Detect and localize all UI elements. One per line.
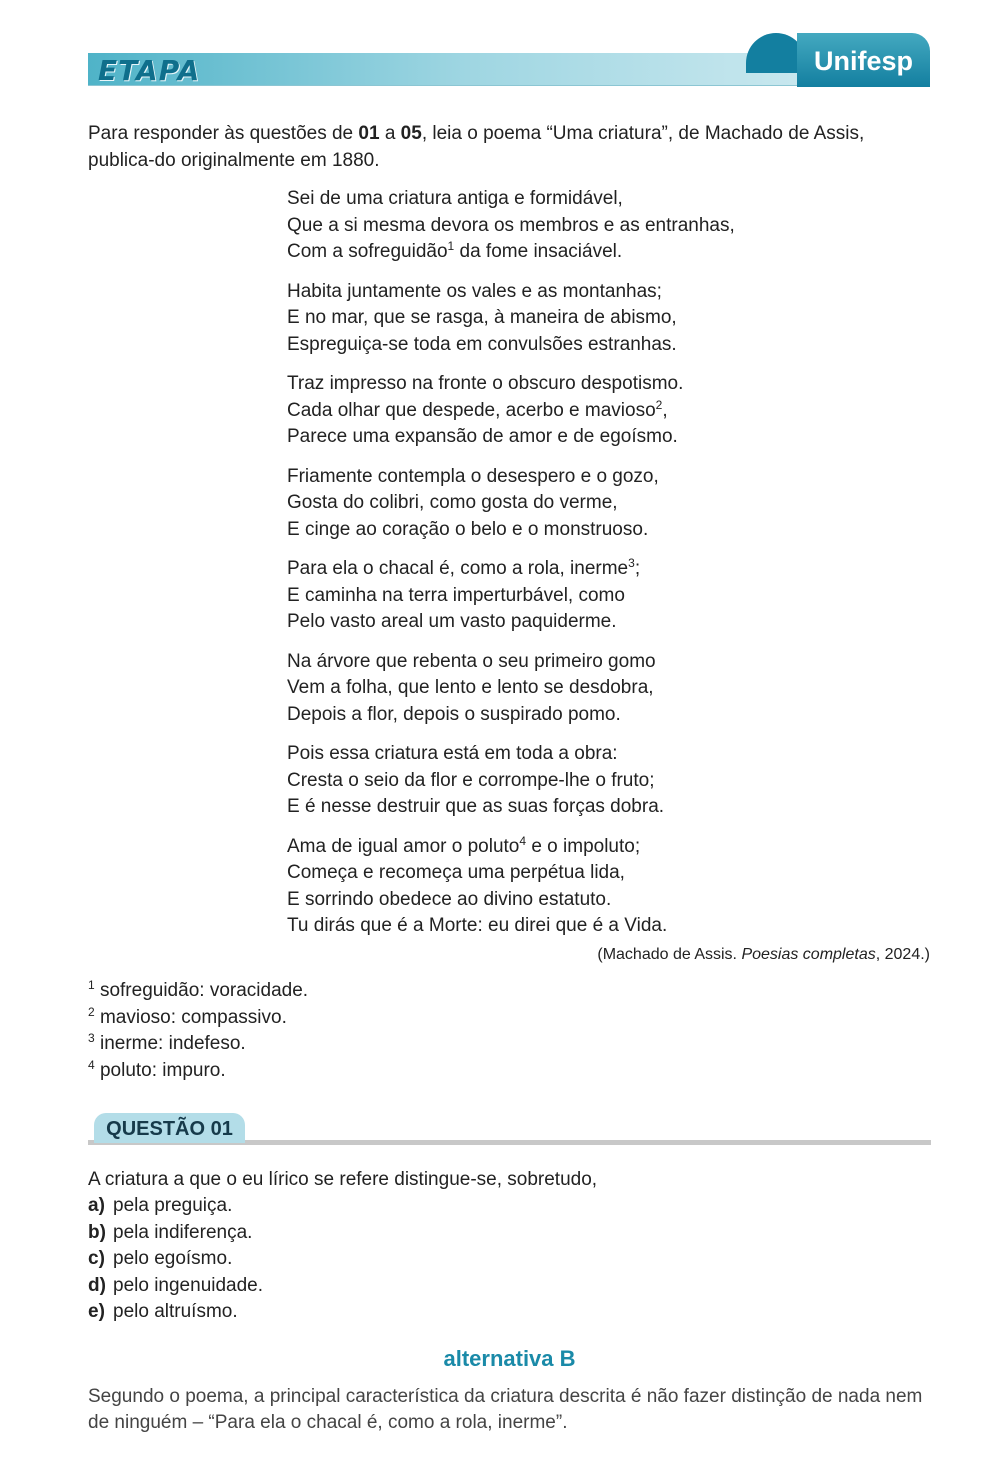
verse-text: E sorrindo obedece ao divino estatuto. — [287, 888, 612, 910]
answer-explanation: Segundo o poema, a principal característica da criatura descrita é não fazer distinção de nada nem de ninguém – “Para ela o chacal é, como a rola, inerme”. — [88, 1386, 923, 1433]
poem-stanza — [287, 556, 887, 636]
intro-to: 05 — [400, 123, 422, 144]
option-letter: b) — [88, 1221, 106, 1243]
poem-verse — [287, 649, 887, 676]
verse-text-continued: e o impoluto; — [526, 835, 641, 857]
footnote — [88, 978, 308, 1005]
poem-verse — [287, 834, 887, 861]
footnote-marker: 2 — [655, 397, 663, 412]
poem-verse — [287, 332, 887, 359]
verse-text-continued: , — [662, 399, 668, 421]
poem-verse — [287, 464, 887, 491]
poem-verse — [287, 741, 887, 768]
option-letter: d) — [88, 1274, 106, 1296]
verse-text: Na árvore que rebenta o seu primeiro gomo — [287, 650, 656, 672]
footnote-marker: 1 — [447, 239, 455, 253]
verse-text: E cinge ao coração o belo e o monstruoso. — [287, 518, 649, 540]
option-text: pela indiferença. — [113, 1221, 253, 1243]
footnote-number: 2 — [88, 1004, 95, 1019]
poem-stanza — [287, 464, 887, 544]
verse-text: Sei de uma criatura antiga e formidável, — [287, 188, 623, 209]
poem-verse — [287, 794, 887, 821]
verse-text: Começa e recomeça uma perpétua lida, — [287, 862, 625, 883]
verse-text: Habita juntamente os vales e as montanhas; — [287, 280, 662, 302]
exam-name: Unifesp — [813, 46, 913, 76]
poem-verse — [287, 305, 887, 332]
intro-prefix: Para responder às questões de — [88, 123, 359, 144]
verse-text: Depois a flor, depois o suspirado pomo. — [287, 703, 621, 725]
verse-text: Que a si mesma devora os membros e as entranhas, — [287, 214, 735, 236]
footnote — [88, 1005, 308, 1032]
intro-mid: a — [379, 123, 401, 144]
poem-verse — [287, 675, 887, 702]
footnote-text: mavioso: compassivo. — [94, 1006, 287, 1028]
verse-text: E no mar, que se rasga, à maneira de abismo, — [287, 307, 677, 328]
poem-stanza — [287, 741, 887, 821]
option-d — [88, 1273, 263, 1300]
citation-suffix: , 2024.) — [875, 946, 930, 963]
poem-verse — [287, 424, 887, 451]
verse-text: Pois essa criatura está em toda a obra: — [287, 743, 618, 764]
verse-text: E caminha na terra imperturbável, como — [287, 584, 625, 606]
footnote — [88, 1031, 308, 1058]
option-e — [88, 1299, 263, 1326]
poem-verse — [287, 371, 887, 398]
verse-text: Ama de igual amor o poluto — [287, 835, 520, 857]
option-a — [88, 1193, 263, 1220]
poem-verse — [287, 398, 887, 425]
poem-stanza — [287, 834, 887, 940]
verse-text-continued: da fome insaciável. — [454, 241, 623, 262]
verse-text: Friamente contempla o desespero e o gozo, — [287, 465, 659, 487]
citation-prefix: (Machado de Assis. — [597, 946, 742, 963]
poem-verse — [287, 239, 887, 266]
option-text: pela preguiça. — [113, 1195, 233, 1216]
verse-text: Tu dirás que é a Morte: eu direi que é a Vida. — [287, 915, 668, 936]
answer-heading: alternativa B — [443, 1346, 576, 1371]
poem-verse — [287, 186, 887, 213]
poem-verse — [287, 213, 887, 240]
poem-verse — [287, 583, 887, 610]
footnotes — [88, 978, 308, 1084]
poem-stanza — [287, 649, 887, 729]
poem-verse — [287, 860, 887, 887]
poem-verse — [287, 768, 887, 795]
poem-stanza — [287, 186, 887, 266]
poem-verse — [287, 490, 887, 517]
verse-text: Para ela o chacal é, como a rola, inerme — [287, 558, 629, 579]
option-text: pelo egoísmo. — [113, 1248, 233, 1269]
poem-stanza — [287, 279, 887, 359]
verse-text: Parece uma expansão de amor e de egoísmo. — [287, 426, 678, 447]
brand-logo: ETAPA — [98, 54, 201, 87]
citation — [430, 946, 930, 964]
footnote-text: poluto: impuro. — [94, 1059, 226, 1081]
options-list — [88, 1193, 263, 1326]
intro-paragraph — [88, 120, 933, 174]
option-letter: e) — [88, 1301, 105, 1322]
poem-verse — [287, 913, 887, 940]
verse-text: Cada olhar que despede, acerbo e mavioso — [287, 399, 656, 421]
option-b — [88, 1220, 263, 1247]
verse-text: Pelo vasto areal um vasto paquiderme. — [287, 611, 617, 632]
footnote-number: 3 — [88, 1031, 95, 1045]
intro-from: 01 — [358, 123, 380, 144]
intro-suffix: , leia o poema “Uma criatura”, de Machado de Assis, publica-do originalmente em 1880. — [88, 123, 865, 171]
verse-text: Com a sofreguidão — [287, 241, 448, 262]
question-stem: A criatura a que o eu lírico se refere distingue-se, sobretudo, — [88, 1169, 598, 1190]
option-letter: c) — [88, 1248, 105, 1269]
verse-text: Traz impresso na fronte o obscuro despotismo. — [287, 373, 684, 394]
poem-verse — [287, 279, 887, 306]
poem-verse — [287, 702, 887, 729]
citation-work: Poesias completas — [741, 946, 876, 963]
option-letter: a) — [88, 1195, 105, 1216]
verse-text-continued: ; — [634, 558, 641, 579]
question-label: QUESTÃO 01 — [94, 1113, 245, 1143]
verse-text: Espreguiça-se toda em convulsões estranhas. — [287, 333, 677, 355]
verse-text: Gosta do colibri, como gosta do verme, — [287, 492, 618, 513]
poem-verse — [287, 609, 887, 636]
poem-verse — [287, 517, 887, 544]
footnote-text: inerme: indefeso. — [94, 1033, 246, 1054]
verse-text: Vem a folha, que lento e lento se desdobra, — [287, 677, 654, 698]
footnote-number: 4 — [88, 1057, 95, 1072]
verse-text: E é nesse destruir que as suas forças dobra. — [287, 796, 665, 817]
option-text: pelo ingenuidade. — [113, 1274, 264, 1296]
footnote-marker: 4 — [519, 833, 527, 848]
option-c — [88, 1246, 263, 1273]
footnote — [88, 1058, 308, 1085]
poem — [287, 186, 887, 953]
poem-verse — [287, 887, 887, 914]
footnote-number: 1 — [88, 978, 95, 992]
poem-verse — [287, 556, 887, 583]
footnote-marker: 3 — [628, 556, 635, 570]
verse-text: Cresta o seio da flor e corrompe-lhe o fruto; — [287, 769, 655, 791]
poem-stanza — [287, 371, 887, 451]
footnote-text: sofreguidão: voracidade. — [94, 980, 309, 1001]
option-text: pelo altruísmo. — [113, 1301, 238, 1322]
